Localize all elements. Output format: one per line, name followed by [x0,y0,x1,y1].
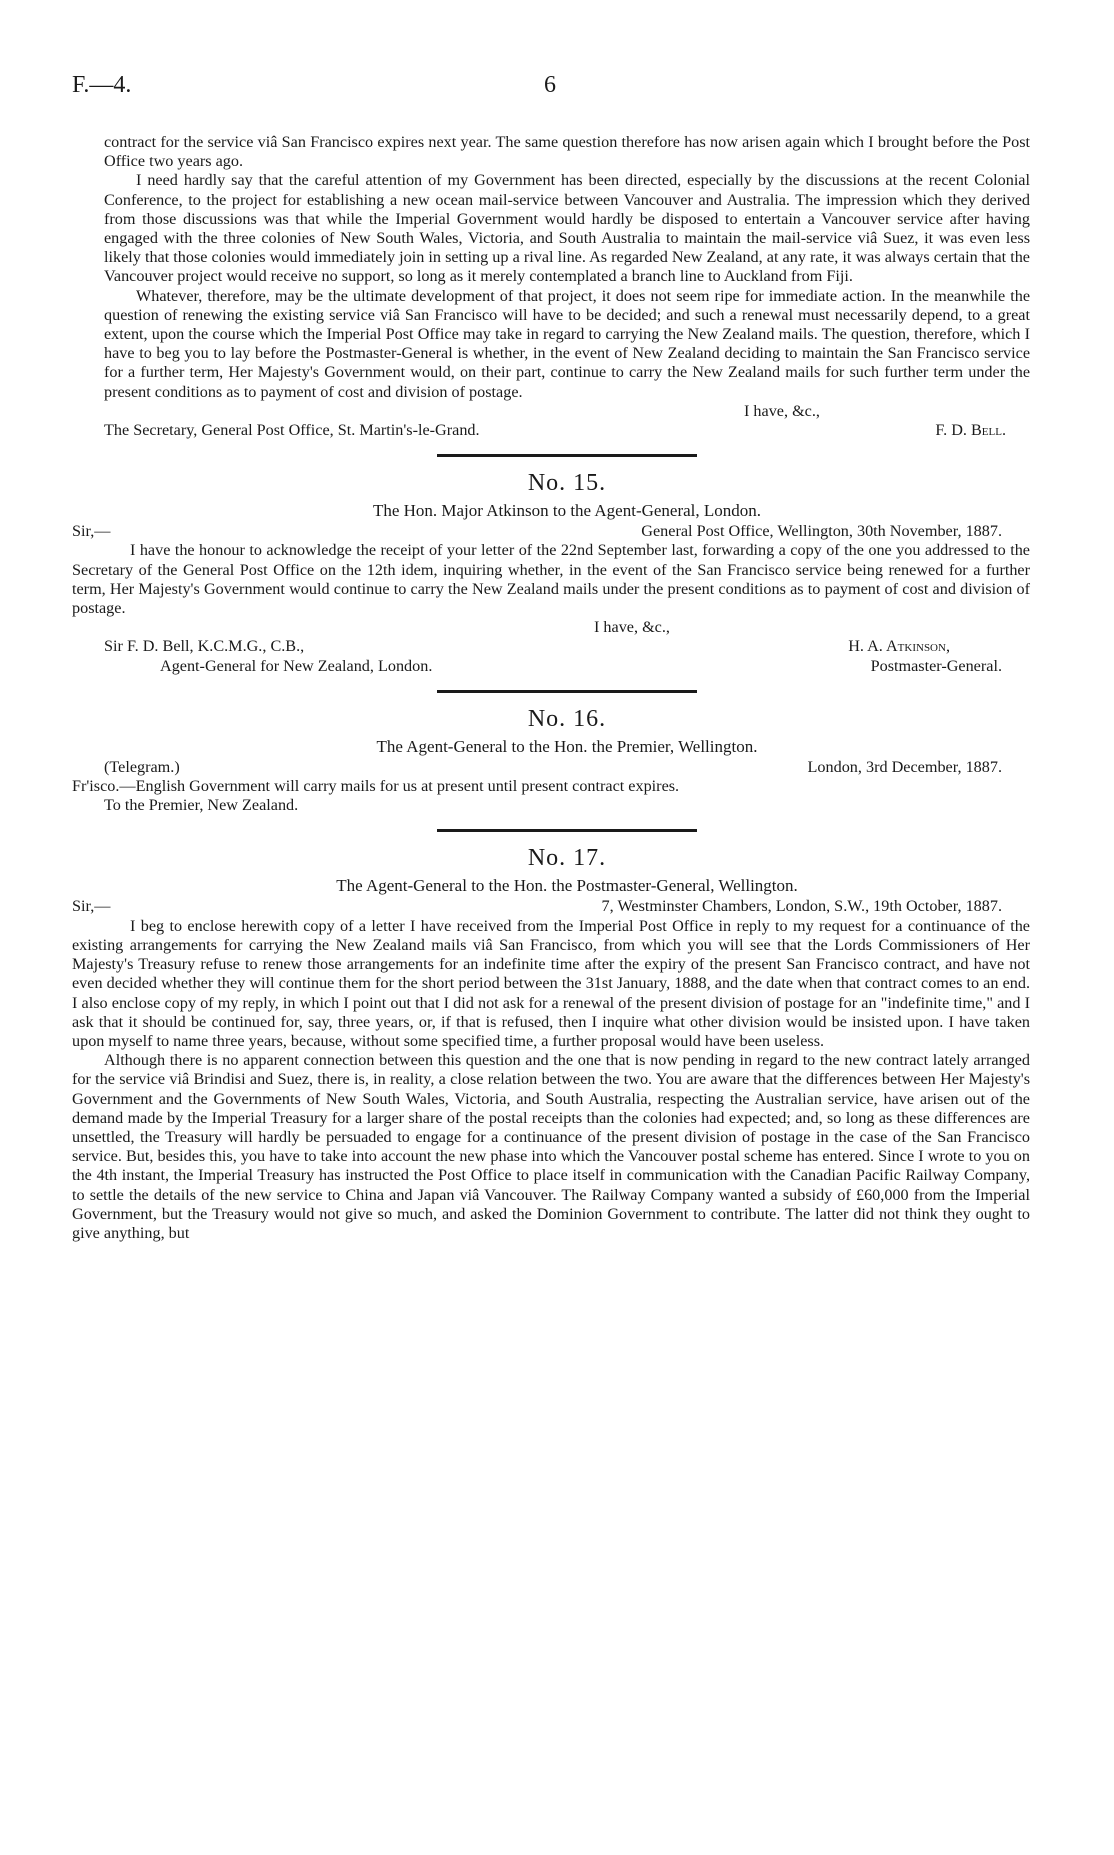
closing-phrase: I have, &c., [744,401,820,420]
letter-number: No. 15. [527,470,607,497]
continued-letter [104,133,1030,440]
telegram-body: Fr'isco.—English Government will carry mails for us at present until present contract expires. [72,777,680,796]
sign-off-row-2 [104,657,1030,676]
letter-heading: The Agent-General to the Hon. the Premier, Wellington. [376,736,758,756]
section-divider [104,676,1030,704]
closing-phrase: I have, &c., [594,618,670,637]
continued-paragraph-3: Whatever, therefore, may be the ultimate development of that project, it does not seem ripe for immediate action. In the meanwhile the question of renewing the existing service viâ San Francisco will have to be decided; and such a renewal must necessarily depend, to a great extent, upon the course which the Imperial Post Office may take in regard to carrying the New Zealand mails. The question, therefore, which I have to beg you to lay before the Postmaster-General is whether, in the event of New Zealand deciding to maintain the San Francisco service for a further term, Her Majesty's Government would, on their part, continue to carry the New Zealand mails for such further term under the present conditions as to payment of cost and division of postage. [104,286,1030,401]
signature-title: Postmaster-General. [870,656,1002,675]
salutation: Sir,— [72,522,111,541]
place-date: 7, Westminster Chambers, London, S.W., 19th October, 1887. [601,897,1002,916]
letter-no-17 [72,843,1030,1243]
divider-rule [437,690,697,693]
continued-paragraph-1: contract for the service viâ San Francisco expires next year. The same question therefore has now arisen again which I brought before the Post Office two years ago. [104,133,1030,171]
letter-body: I have the honour to acknowledge the receipt of your letter of the 22nd September last, forwarding a copy of the one you addressed to the Secretary of the General Post Office on the 12th idem, inquiring whether, in the event of the San Francisco service being renewed for a further term, Her Majesty's Government would continue to carry the New Zealand mails under the present conditions as to payment of cost and division of postage. [72,541,1030,618]
letter-number: No. 17. [527,845,607,872]
telegram-label: (Telegram.) [104,757,180,776]
place-date: General Post Office, Wellington, 30th November, 1887. [641,522,1002,541]
salutation-row [72,897,1030,916]
section-divider [104,440,1030,468]
letter-paragraph-2: Although there is no apparent connection between this question and the one that is now pending in regard to the new contract lately arranged for the service viâ Brindisi and Suez, there is, in reality, a close relation between the two. You are aware that the differences between Her Majesty's Government and the Governments of New South Wales, Victoria, and South Australia, respecting the Australian service, have arisen out of the demand made by the Imperial Treasury for a larger share of the postal receipts than the colonies had expected; and, so long as these differences are unsettled, the Treasury will hardly be persuaded to engage for a continuance of the present division of postage in the case of the San Francisco service. But, besides this, you have to take into account the new phase into which the Vancouver postal scheme has entered. Since I wrote to you on the 4th instant, the Imperial Treasury has instructed the Post Office to place itself in communication with the Canadian Pacific Railway Company, to settle the details of the new service to China and Japan viâ Vancouver. The Railway Company wanted a subsidy of £60,000 from the Imperial Government, but the Treasury would not give so much, and asked the Dominion Government to contribute. The latter did not think they ought to give anything, but [72,1051,1030,1242]
salutation-row [72,522,1030,541]
page-header [72,72,1042,108]
salutation: Sir,— [72,897,111,916]
letter-heading: The Agent-General to the Hon. the Postmaster-General, Wellington. [336,876,798,896]
divider-rule [437,829,697,832]
letter-number: No. 16. [527,705,607,732]
letter-heading: The Hon. Major Atkinson to the Agent-General, London. [372,501,762,521]
place-date: London, 3rd December, 1887. [807,757,1002,776]
signature: H. A. Atkinson, [848,637,950,656]
telegram-row [104,758,1030,777]
sign-off-row [104,421,1030,440]
letter-paragraph-1: I beg to enclose herewith copy of a letter I have received from the Imperial Post Office in reply to my request for a continuance of the existing arrangements for carrying the New Zealand mails viâ San Francisco, from which you will see that the Lords Commissioners of Her Majesty's Treasury refuse to renew those arrangements for an indefinite time after the expiry of the present San Francisco contract, and have not even decided whether they will continue them for the short period between the 31st January, 1888, and the date when that contract comes to an end. I also enclose copy of my reply, in which I point out that I did not ask for a renewal of the present division of postage for an "indefinite time," and I ask that it should be continued for, say, three years, or, if that is refused, then I inquire what other division would be insisted upon. I have taken upon myself to name three years, because, without some specified time, a further proposal would have been useless. [72,916,1030,1050]
letter-no-15 [72,468,1030,676]
sign-off-row [104,637,1030,656]
divider-rule [437,454,697,457]
page-number: 6 [544,72,556,98]
continued-paragraph-2: I need hardly say that the careful attention of my Government has been directed, especially by the discussions at the recent Colonial Conference, to the project for establishing a new ocean mail-service between Vancouver and Australia. The impression which they derived from those discussions was that while the Imperial Government would hardly be disposed to entertain a Vancouver service after having engaged with the three colonies of New South Wales, Victoria, and South Australia to maintain the mail-service viâ Suez, it was even less likely that those colonies would immediately join in setting up a rival line. As regarded New Zealand, at any rate, it was always certain that the Vancouver project would receive no support, so long as it merely contemplated a branch line to Auckland from Fiji. [104,171,1030,286]
page-content [72,133,1030,1243]
letter-no-16 [72,704,1030,816]
signature: F. D. Bell. [935,421,1006,440]
addressee: The Secretary, General Post Office, St. Martin's-le-Grand. [104,421,480,440]
addressee-line-1: Sir F. D. Bell, K.C.M.G., C.B., [104,637,305,656]
section-divider [104,815,1030,843]
document-reference: F.—4. [72,72,132,98]
addressee: To the Premier, New Zealand. [104,796,299,815]
addressee-line-2: Agent-General for New Zealand, London. [160,656,433,675]
